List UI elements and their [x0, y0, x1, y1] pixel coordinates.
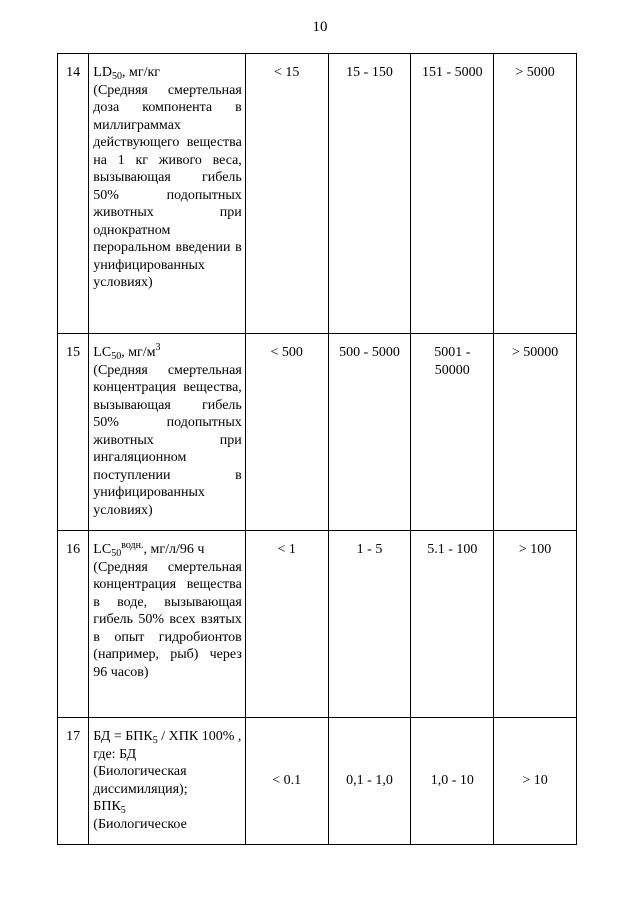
class-2-value: 1 - 5: [328, 531, 411, 718]
row-number: 16: [58, 531, 89, 718]
row-number: 17: [58, 718, 89, 845]
parameter-description: [89, 54, 246, 334]
class-2-value: 500 - 5000: [328, 334, 411, 531]
class-3-value: 1,0 - 10: [411, 718, 494, 845]
hazard-criteria-table: [57, 53, 577, 845]
table-row: [58, 334, 577, 531]
page-number: 10: [312, 19, 328, 35]
class-4-value: > 100: [494, 531, 577, 718]
parameter-description: [89, 334, 246, 531]
parameter-explanation: (Средняя смертельная доза компонента в миллиграммах действующего вещества на 1 кг живого веса, вызывающая гибель 50% подопытных животных при однократном пероральном введении в унифицированных условиях): [93, 82, 242, 290]
table-row: [58, 718, 577, 845]
parameter-description: [89, 718, 246, 845]
class-4-value: > 10: [494, 718, 577, 845]
class-3-value: 5.1 - 100: [411, 531, 494, 718]
row-number: 14: [58, 54, 89, 334]
parameter-description: [89, 531, 246, 718]
parameter-explanation: (Средняя смертельная концентрация вещества, вызывающая гибель 50% подопытных животных при ингаляционном поступлении в унифицированных условиях): [93, 362, 242, 518]
class-1-value: < 15: [245, 54, 328, 334]
parameter-name: $LC_{50}$, $мг/м^3$: [93, 342, 161, 362]
parameter-name: $LD_{50}$, мг/кг: [93, 65, 161, 82]
class-3-value: 151 - 5000: [411, 54, 494, 334]
class-3-value: 5001 - 50000: [411, 334, 494, 531]
class-2-value: 15 - 150: [328, 54, 411, 334]
formula-where-description: (Биологическая диссимиляция);: [93, 764, 188, 797]
class-1-value: < 1: [245, 531, 328, 718]
class-4-value: > 50000: [494, 334, 577, 531]
formula: БД = $БПК_5$ / ХПК 100% ,: [93, 729, 242, 746]
class-4-value: > 5000: [494, 54, 577, 334]
table-row: [58, 54, 577, 334]
class-1-value: < 0.1: [245, 718, 328, 845]
parameter-name: $LC_{50}^{водн.}$, мг/л/96 ч: [93, 540, 205, 559]
formula-where: где: БД: [93, 746, 137, 762]
parameter-explanation: (Средняя смертельная концентрация вещества в воде, вызывающая гибель 50% всех взятых в опыт гидробионтов (например, рыб) через 96 часов): [93, 559, 242, 680]
row-number: 15: [58, 334, 89, 531]
formula-term-description: (Биологическое: [93, 816, 187, 832]
table-row: [58, 531, 577, 718]
class-2-value: 0,1 - 1,0: [328, 718, 411, 845]
formula-term: $БПК_5$: [93, 799, 126, 816]
class-1-value: < 500: [245, 334, 328, 531]
